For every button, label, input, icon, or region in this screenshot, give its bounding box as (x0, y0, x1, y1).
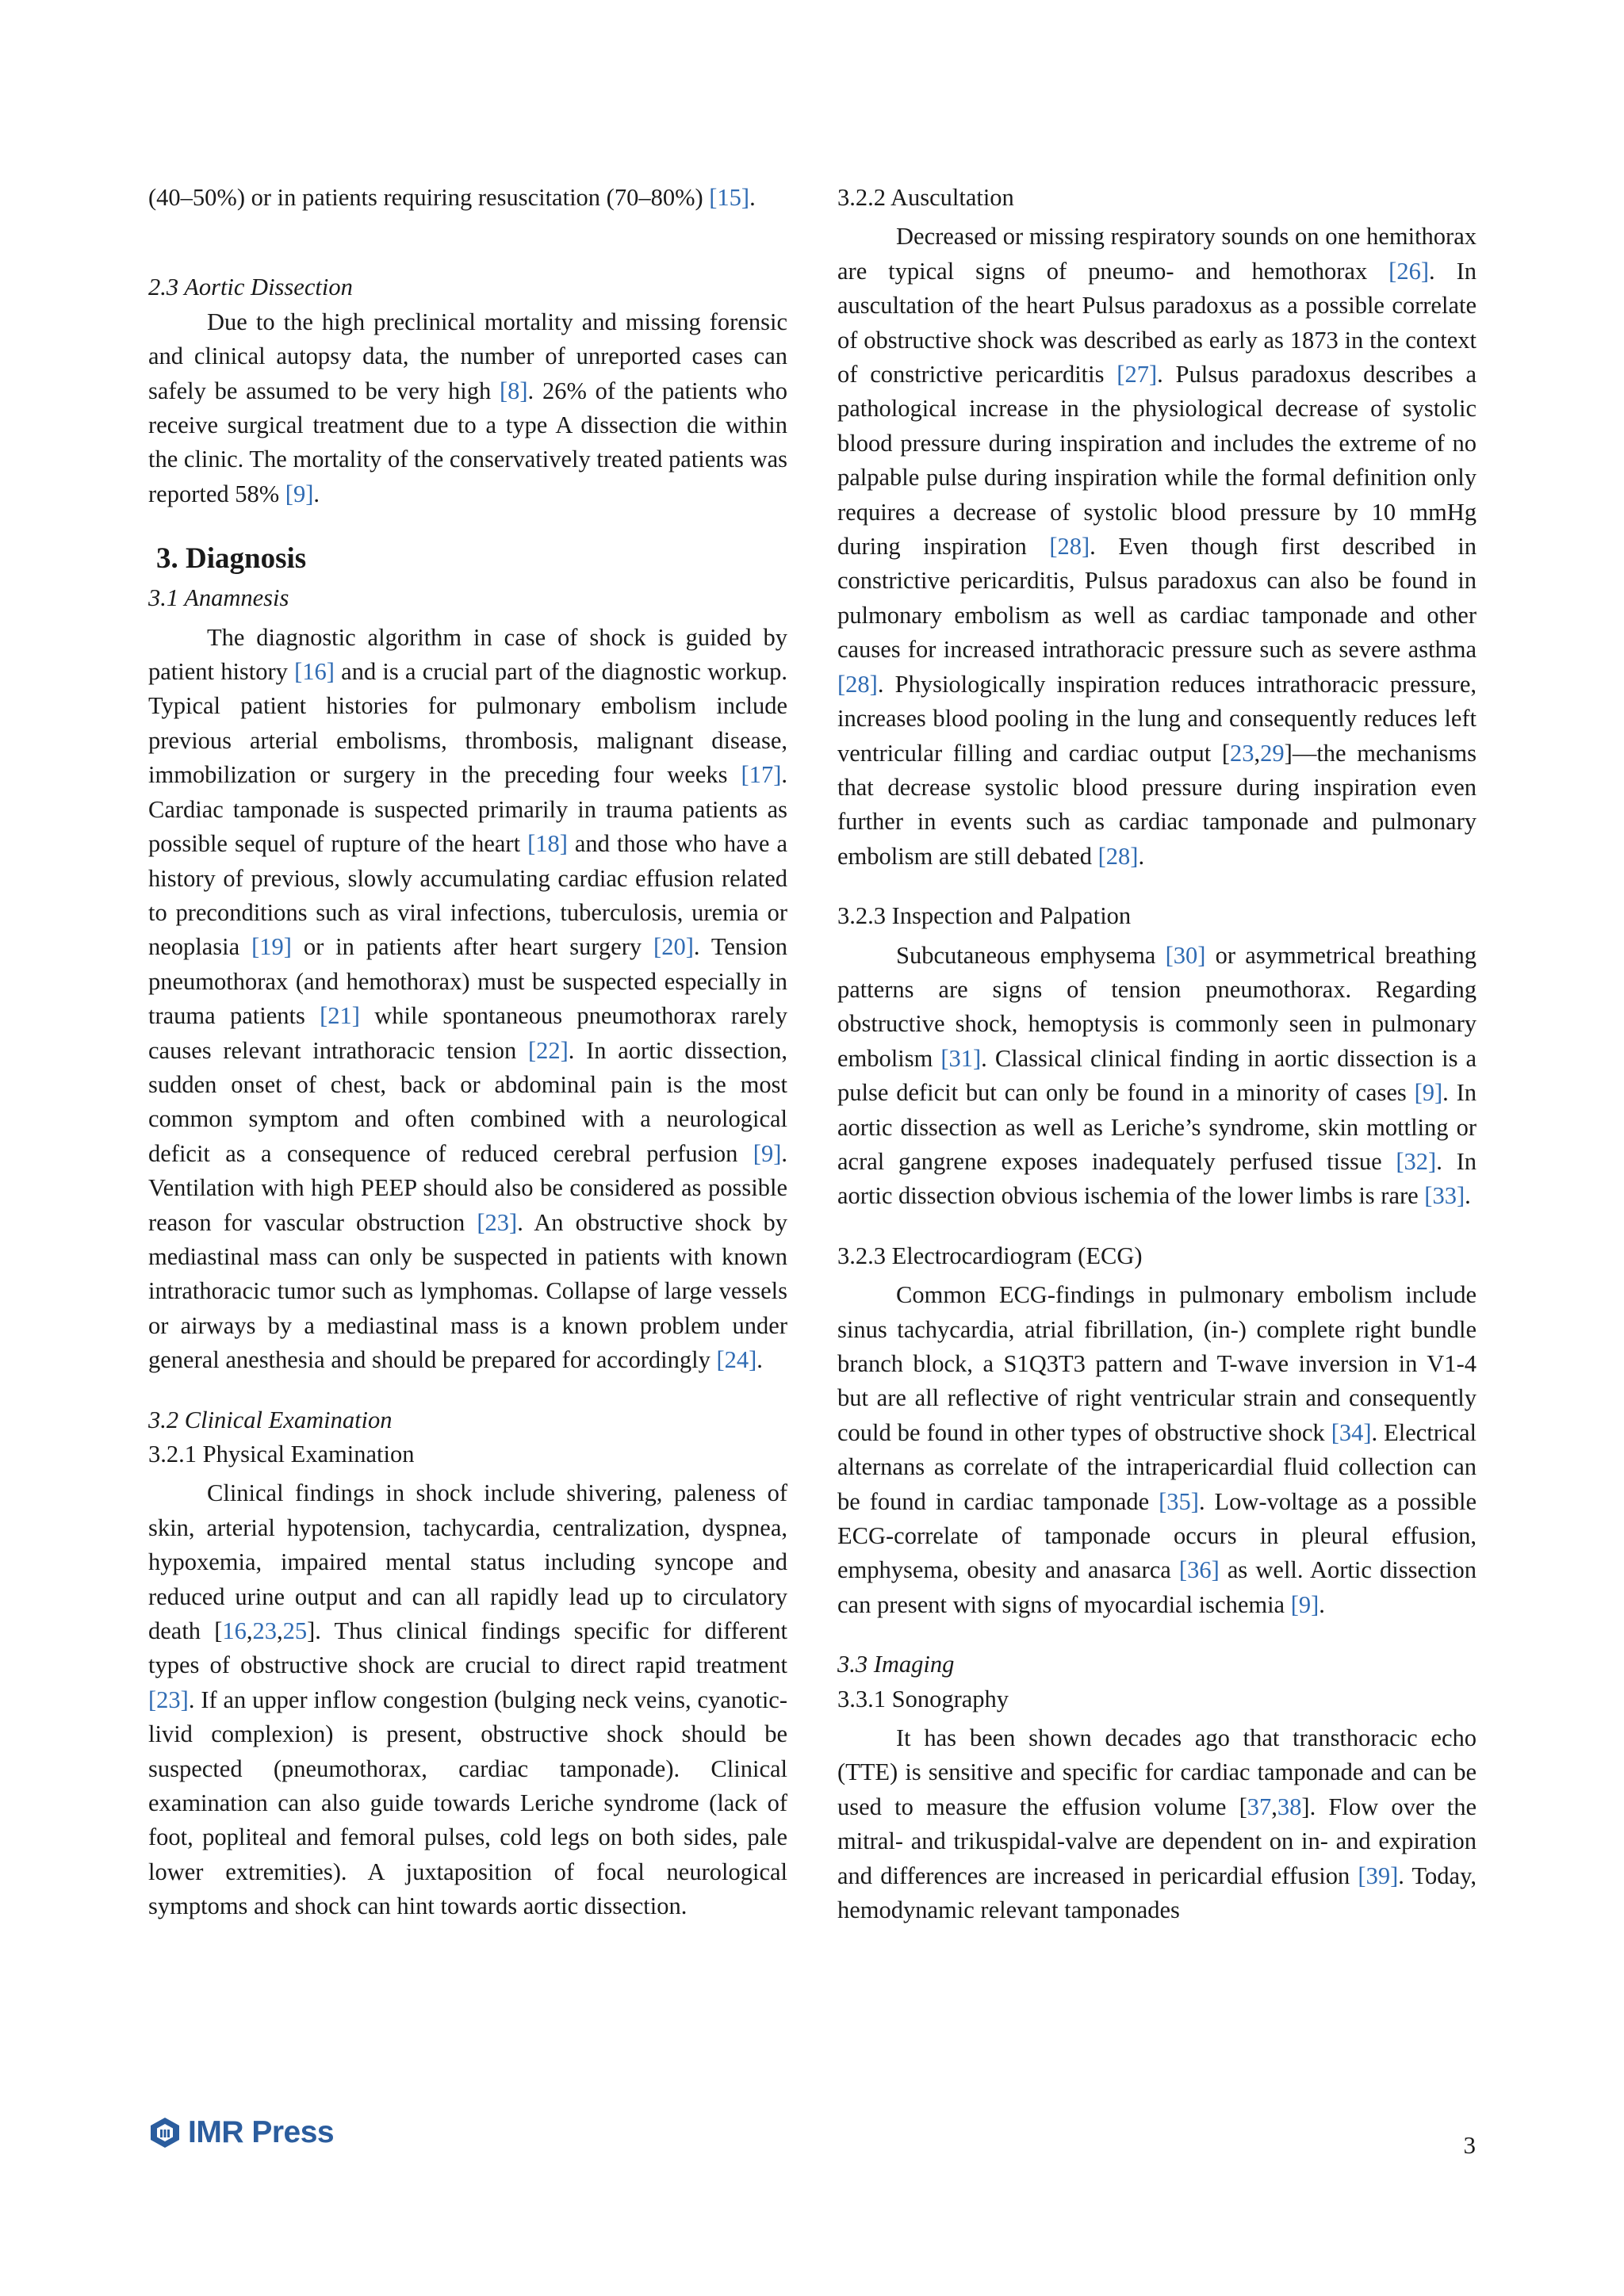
subsection-heading-clinical-examination: 3.2 Clinical Examination (148, 1406, 393, 1433)
citation-link[interactable]: 23 (1230, 739, 1254, 767)
citation-link[interactable]: [39] (1358, 1862, 1399, 1889)
citation-link[interactable]: [16] (294, 658, 335, 686)
subsubsection-heading-physical-examination: 3.2.1 Physical Examination (148, 1441, 415, 1468)
subsection-heading-imaging: 3.3 Imaging (837, 1651, 955, 1678)
section-heading-aortic-dissection: 2.3 Aortic Dissection (148, 274, 353, 301)
citation-link[interactable]: 23 (252, 1617, 278, 1645)
citation-link[interactable]: [31] (940, 1044, 982, 1072)
citation-link[interactable]: [23] (148, 1686, 189, 1713)
subsubsection-heading-ecg: 3.2.3 Electrocardiogram (ECG) (837, 1242, 1143, 1269)
page-number: 3 (1463, 2131, 1476, 2159)
citation-link[interactable]: [8] (499, 377, 528, 404)
subsection-heading-anamnesis: 3.1 Anamnesis (148, 584, 289, 612)
citation-link[interactable]: [33] (1424, 1182, 1465, 1210)
paragraph-mortality-cont: (40–50%) or in patients requiring resuscitation (70–80%) [15]. (148, 184, 756, 211)
citation-link[interactable]: [35] (1159, 1487, 1199, 1515)
citation-link[interactable]: [24] (716, 1346, 757, 1374)
citation-link[interactable]: [34] (1331, 1418, 1372, 1446)
citation-link[interactable]: [19] (251, 933, 292, 961)
paragraph-physical-examination: Clinical findings in shock include shivering, paleness of skin, arterial hypotension, tachycardia, centralization, dyspnea, hypoxemia, impaired mental status including syncope and reduced urine output and can all rapidly lead up to circulatory death [16,23,25]. Thus clinical findings specific for different types of obstructive shock are crucial to direct rapid treatment [23]. If an upper inflow congestion (bulging neck veins, cyanotic-livid complexion) is present, obstructive shock should be suspected (pneumothorax, cardiac tamponade). Clinical examination can also guide towards Leriche syndrome (lack of foot, popliteal and femoral pulses, cold legs on both sides, pale lower extremities). A juxtaposition of focal neurological symptoms and shock can hint towards aortic dissection. (148, 1479, 787, 1920)
section-heading-diagnosis: 3. Diagnosis (156, 542, 307, 576)
citation-link[interactable]: [22] (527, 1036, 569, 1064)
paragraph-auscultation: Decreased or missing respiratory sounds on one hemithorax are typical signs of pneumo- and hemothorax [26]. In auscultation of the heart Pulsus paradoxus as a possible correlate of obstructive shock was described as early as 1873 in the context of constrictive pericarditis [27]. Pulsus paradoxus describes a pathological increase in the physiological decrease of systolic blood pressure during inspiration and includes the extreme of no palpable pulse during inspiration while the formal definition only requires a decrease of systolic blood pressure by 10 mmHg during inspiration [28]. Even though first described in constrictive pericarditis, Pulsus paradoxus can also be found in pulmonary embolism as well as cardiac tamponade and other causes for increased intrathoracic pressure such as severe asthma [28]. Physiologically inspiration reduces intrathoracic pressure, increases blood pooling in the lung and consequently reduces left ventricular filling and cardiac output [23,29]—the mechanisms that decrease systolic blood pressure during inspiration even further in events such as cardiac tamponade and pulmonary embolism are still debated [28]. (837, 223, 1477, 870)
paragraph-inspection-palpation: Subcutaneous emphysema [30] or asymmetrical breathing patterns are signs of tension pneumothorax. Regarding obstructive shock, hemoptysis is commonly seen in pulmonary embolism [31]. Classical clinical finding in aortic dissection is a pulse deficit but can only be found in a minority of cases [9]. In aortic dissection as well as Leriche’s syndrome, skin mottling or acral gangrene exposes inadequately perfused tissue [32]. In aortic dissection obvious ischemia of the lower limbs is rare [33]. (837, 941, 1477, 1210)
publisher-logo (148, 2115, 334, 2150)
citation-link[interactable]: [28] (837, 670, 878, 698)
citation-link[interactable]: [36] (1178, 1556, 1220, 1584)
citation-link[interactable]: 38 (1277, 1793, 1302, 1820)
citation-link[interactable]: [23] (477, 1208, 518, 1236)
citation-link[interactable]: [30] (1165, 941, 1206, 969)
citation-link[interactable]: 16 (222, 1617, 247, 1645)
paragraph-anamnesis: The diagnostic algorithm in case of shock is guided by patient history [16] and is a crucial part of the diagnostic workup. Typical patient histories for pulmonary embolism include previous arterial embolisms, thrombosis, malignant disease, immobilization or surgery in the preceding four weeks [17]. Cardiac tamponade is suspected primarily in trauma patients as possible sequel of rupture of the heart [18] and those who have a history of previous, slowly accumulating cardiac effusion related to preconditions such as viral infections, tuberculosis, uremia or neoplasia [19] or in patients after heart surgery [20]. Tension pneumothorax (and hemothorax) must be suspected especially in trauma patients [21] while spontaneous pneumothorax rarely causes relevant intrathoracic tension [22]. In aortic dissection, sudden onset of chest, back or abdominal pain is the most common symptom and often combined with a neurological deficit as a consequence of reduced cerebral perfusion [9]. Ventilation with high PEEP should also be considered as possible reason for vascular obstruction [23]. An obstructive shock by mediastinal mass can only be suspected in patients with known intrathoracic tumor such as lymphomas. Collapse of large vessels or airways by a mediastinal mass is a known problem under general anesthesia and should be prepared for accordingly [24]. (148, 623, 788, 1374)
citation-link[interactable]: [28] (1097, 842, 1139, 870)
citation-link[interactable]: [17] (741, 761, 782, 789)
citation-link[interactable]: [9] (285, 480, 314, 507)
citation-link[interactable]: [27] (1116, 361, 1158, 388)
citation-link[interactable]: [32] (1396, 1147, 1437, 1175)
citation-link[interactable]: [9] (1290, 1590, 1320, 1618)
citation-link[interactable]: 37 (1247, 1793, 1272, 1820)
citation-link[interactable]: [21] (320, 1002, 360, 1030)
citation-link[interactable]: [28] (1049, 533, 1090, 561)
paragraph-aortic-dissection: Due to the high preclinical mortality and missing forensic and clinical autopsy data, the number of unreported cases can safely be assumed to be very high [8]. 26% of the patients who receive surgical treatment due to a type A dissection die within the clinic. The mortality of the conservatively treated patients was reported 58% [9]. (148, 308, 787, 507)
citation-link[interactable]: [20] (653, 933, 694, 961)
citation-link[interactable]: 29 (1260, 739, 1285, 767)
citation-link[interactable]: [26] (1388, 257, 1429, 285)
citation-link[interactable]: [9] (1414, 1079, 1443, 1107)
citation-link[interactable]: [9] (753, 1139, 782, 1167)
paragraph-sonography: It has been shown decades ago that transthoracic echo (TTE) is sensitive and specific for cardiac tamponade and can be used to measure the effusion volume [37,38]. Flow over the mitral- and trikuspidal-valve are dependent on in- and expiration and differences are increased in pericardial effusion [39]. Today, hemodynamic relevant tamponades (837, 1724, 1477, 1924)
subsubsection-heading-auscultation: 3.2.2 Auscultation (837, 184, 1014, 211)
citation-link[interactable]: 25 (282, 1617, 308, 1645)
subsubsection-heading-sonography: 3.3.1 Sonography (837, 1685, 1009, 1712)
left-column (148, 181, 787, 1924)
subsubsection-heading-inspection-palpation: 3.2.3 Inspection and Palpation (837, 902, 1132, 930)
publisher-name: IMR Press (188, 2115, 335, 2149)
citation-link[interactable]: [15] (709, 184, 750, 211)
paragraph-ecg: Common ECG-findings in pulmonary embolism include sinus tachycardia, atrial fibrillation, (in-) complete right bundle branch block, a S1Q3T3 pattern and T-wave inversion in V1-4 but are all reflective of right ventricular strain and consequently could be found in other types of obstructive shock [34]. Electrical alternans as correlate of the intrapericardial fluid collection can be found in cardiac tamponade [35]. Low-voltage as a possible ECG-correlate of tamponade occurs in pleural effusion, emphysema, obesity and anasarca [36] as well. Aortic dissection can present with signs of myocardial ischemia [9]. (837, 1281, 1477, 1618)
citation-link[interactable]: [18] (527, 830, 568, 858)
right-column (837, 181, 1477, 1928)
imr-press-emblem-icon (148, 2116, 182, 2149)
